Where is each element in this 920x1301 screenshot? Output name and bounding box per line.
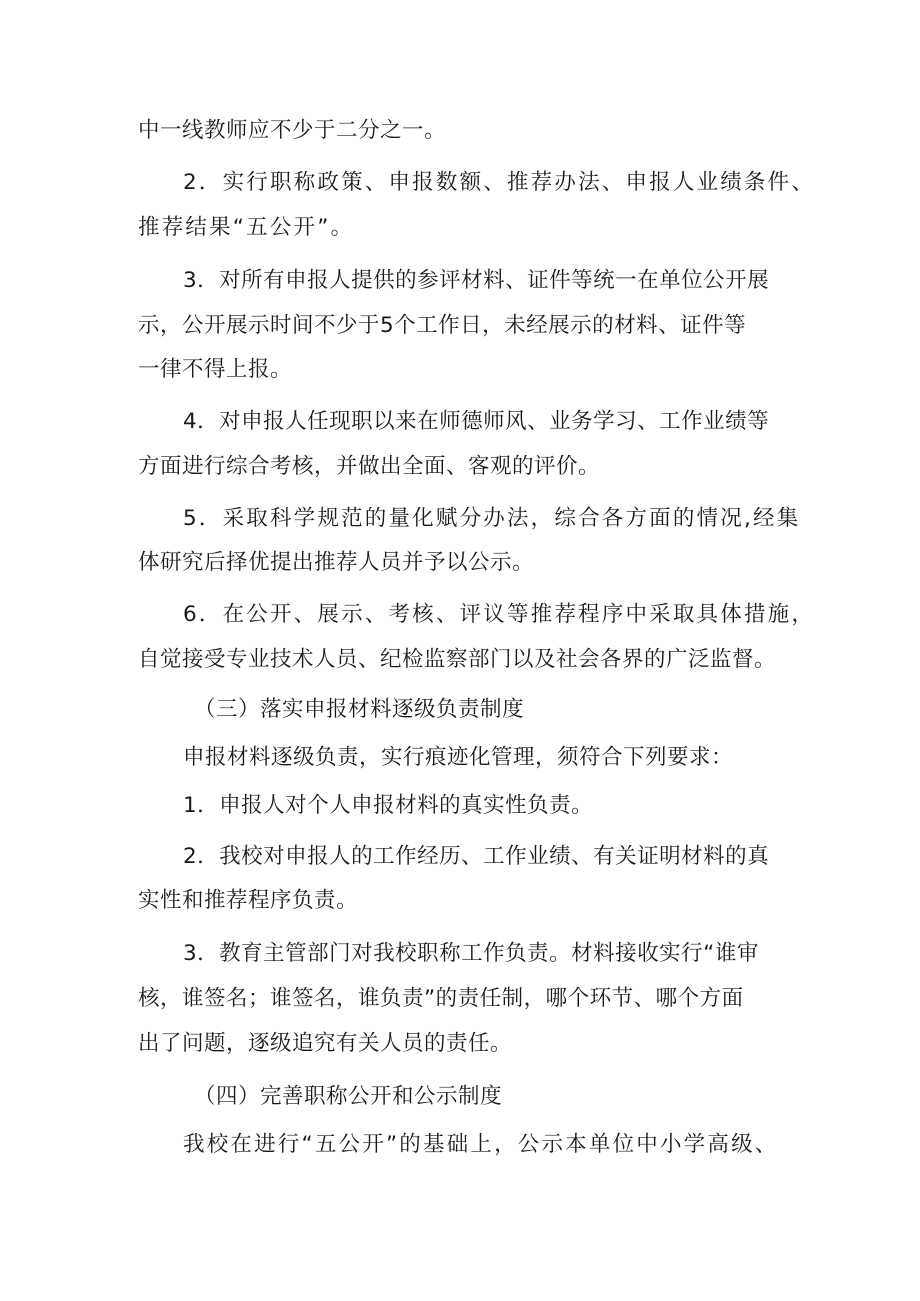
text-line-1: 中一线教师应不少于二分之一。	[138, 118, 447, 143]
text-line-22: 我校在进行“五公开”的基础上，公示本单位中小学高级、	[183, 1132, 779, 1157]
text-line-18: 3．教育主管部门对我校职称工作负责。材料接收实行“谁审	[183, 941, 759, 966]
text-line-15: 1．申报人对个人申报材料的真实性负责。	[183, 793, 594, 818]
section-heading-4: （四）完善职称公开和公示制度	[194, 1084, 503, 1109]
text-line-14: 申报材料逐级负责，实行痕迹化管理，须符合下列要求：	[183, 745, 734, 770]
section-heading-3: （三）落实申报材料逐级负责制度	[194, 697, 525, 722]
text-line-5: 示，公开展示时间不少于5个工作日，未经展示的材料、证件等	[138, 313, 747, 338]
text-line-19: 核，谁签名；谁签名，谁负责”的责任制，哪个环节、哪个方面	[138, 986, 744, 1011]
text-line-17: 实性和推荐程序负责。	[138, 888, 359, 913]
text-line-12: 自觉接受专业技术人员、纪检监察部门以及社会各界的广泛监督。	[138, 647, 777, 672]
text-line-8: 方面进行综合考核，并做出全面、客观的评价。	[138, 454, 601, 479]
text-line-2: 2．实行职称政策、申报数额、推荐办法、申报人业绩条件、	[183, 170, 816, 195]
text-line-9: 5．采取科学规范的量化赋分办法，综合各方面的情况,经集	[183, 506, 801, 531]
text-line-6: 一律不得上报。	[138, 357, 293, 382]
text-line-20: 出了问题，逐级追究有关人员的责任。	[138, 1031, 513, 1056]
text-line-10: 体研究后择优提出推荐人员并予以公示。	[138, 550, 535, 575]
text-line-7: 4．对申报人任现职以来在师德师风、业务学习、工作业绩等	[183, 409, 770, 434]
text-line-3: 推荐结果“五公开”。	[138, 215, 355, 240]
text-line-11: 6．在公开、展示、考核、评议等推荐程序中采取具体措施，	[183, 602, 816, 627]
text-line-4: 3．对所有申报人提供的参评材料、证件等统一在单位公开展	[183, 268, 770, 293]
text-line-16: 2．我校对申报人的工作经历、工作业绩、有关证明材料的真	[183, 844, 770, 869]
